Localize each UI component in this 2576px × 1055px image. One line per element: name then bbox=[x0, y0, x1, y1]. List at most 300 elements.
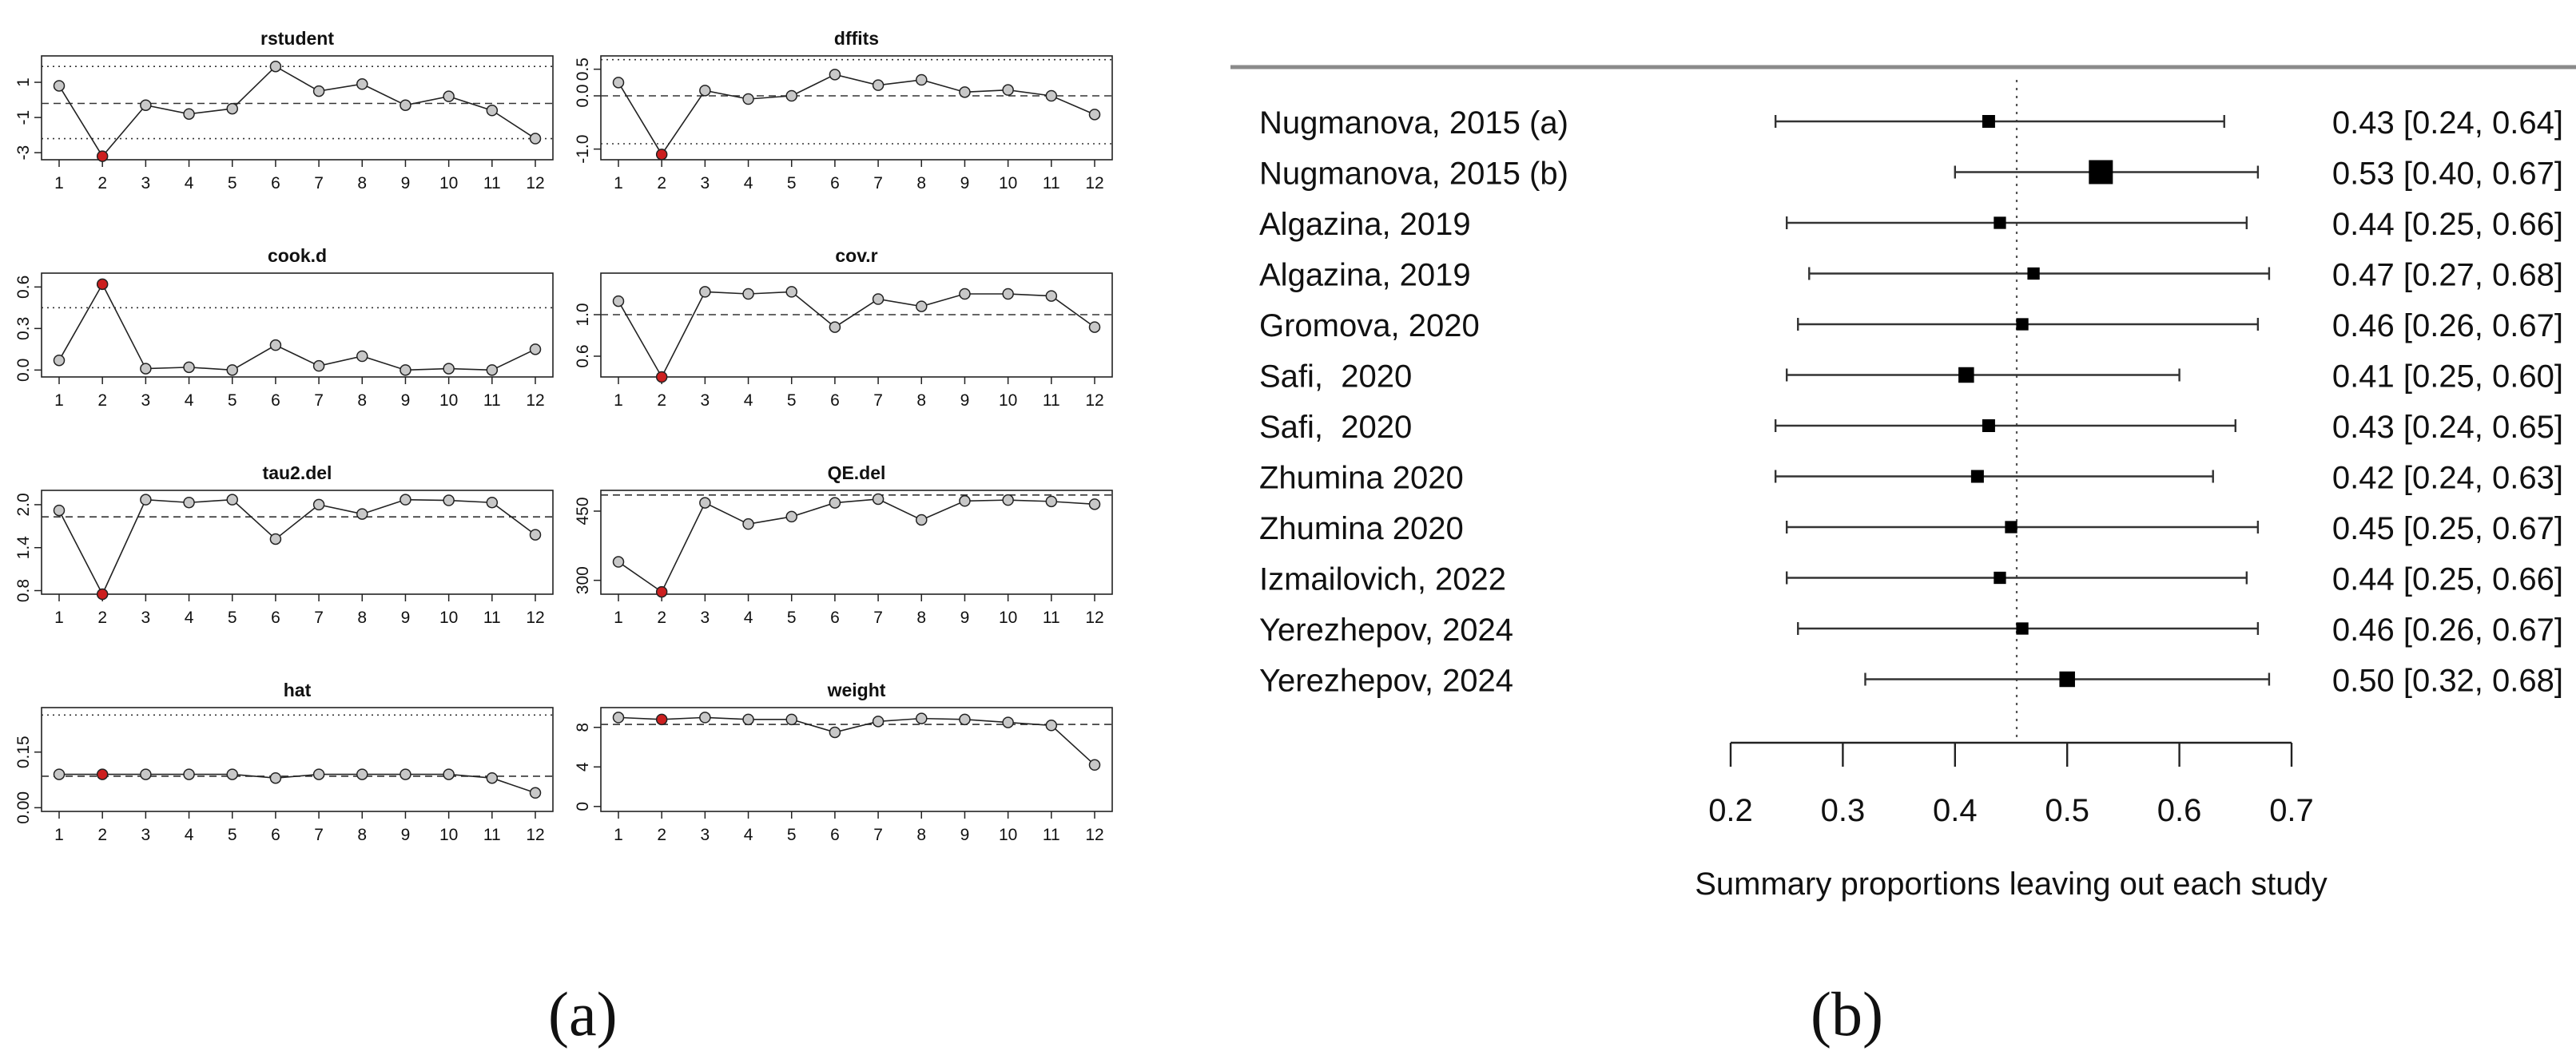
y-tick-label: 0.6 bbox=[574, 344, 592, 368]
data-point bbox=[700, 85, 710, 96]
x-tick-label: 6 bbox=[271, 609, 280, 627]
estimate-text: 0.46 [0.26, 0.67] bbox=[2332, 613, 2563, 648]
data-point bbox=[54, 769, 65, 779]
point-estimate-square bbox=[2016, 622, 2028, 634]
point-estimate-square bbox=[2089, 161, 2113, 184]
point-estimate-square bbox=[1994, 572, 2006, 584]
x-tick-label: 3 bbox=[141, 174, 151, 192]
x-tick-label: 2 bbox=[97, 609, 108, 627]
x-tick-label: 1 bbox=[54, 174, 64, 192]
data-point bbox=[873, 80, 884, 90]
x-axis-tick-label: 0.2 bbox=[1708, 793, 1753, 828]
data-point bbox=[786, 91, 797, 101]
x-tick-label: 7 bbox=[873, 391, 883, 410]
data-point bbox=[270, 533, 280, 544]
data-point bbox=[443, 495, 454, 506]
estimate-text: 0.44 [0.25, 0.66] bbox=[2332, 207, 2563, 242]
data-point bbox=[1046, 291, 1056, 301]
estimate-text: 0.44 [0.25, 0.66] bbox=[2332, 561, 2563, 597]
influential-point bbox=[657, 149, 667, 160]
point-estimate-square bbox=[1971, 470, 1984, 483]
study-row bbox=[1259, 410, 2563, 445]
data-point bbox=[1090, 499, 1100, 510]
data-point bbox=[443, 91, 454, 101]
x-tick-label: 5 bbox=[227, 609, 237, 627]
study-label: Nugmanova, 2015 (a) bbox=[1259, 105, 1568, 141]
study-row bbox=[1259, 308, 2563, 343]
x-tick-label: 2 bbox=[657, 609, 667, 627]
point-estimate-square bbox=[2059, 672, 2075, 688]
data-point bbox=[487, 365, 497, 375]
x-tick-label: 12 bbox=[526, 609, 545, 627]
estimate-text: 0.41 [0.25, 0.60] bbox=[2332, 359, 2563, 395]
study-label: Algazina, 2019 bbox=[1259, 257, 1471, 293]
subplot-tau2-del bbox=[14, 462, 553, 627]
x-tick-label: 2 bbox=[657, 174, 667, 192]
study-row bbox=[1259, 511, 2563, 546]
data-point bbox=[357, 769, 368, 779]
x-tick-label: 10 bbox=[439, 174, 459, 192]
data-point bbox=[141, 363, 151, 374]
data-point bbox=[314, 499, 324, 510]
data-point bbox=[400, 365, 411, 375]
study-label: Nugmanova, 2015 (b) bbox=[1259, 156, 1568, 192]
x-tick-label: 9 bbox=[960, 174, 970, 192]
x-tick-label: 12 bbox=[1085, 826, 1104, 844]
x-tick-label: 5 bbox=[786, 174, 797, 192]
x-tick-label: 2 bbox=[97, 391, 108, 410]
y-tick-label: 0.6 bbox=[14, 275, 33, 299]
subplot-title: cov.r bbox=[835, 245, 878, 266]
x-tick-label: 8 bbox=[916, 391, 927, 410]
study-label: Algazina, 2019 bbox=[1259, 207, 1471, 242]
data-point bbox=[743, 94, 753, 105]
data-point bbox=[829, 69, 840, 80]
data-point bbox=[916, 301, 927, 311]
y-tick-label: -1 bbox=[14, 109, 33, 125]
caption-a: (a) bbox=[548, 979, 618, 1049]
x-tick-label: 5 bbox=[786, 826, 797, 844]
data-point bbox=[400, 100, 411, 110]
x-tick-label: 5 bbox=[227, 826, 237, 844]
x-tick-label: 4 bbox=[743, 826, 753, 844]
x-tick-label: 7 bbox=[873, 826, 883, 844]
data-point bbox=[443, 363, 454, 374]
x-tick-label: 8 bbox=[916, 174, 927, 192]
study-row bbox=[1259, 207, 2563, 242]
influential-point bbox=[657, 372, 667, 383]
x-tick-label: 8 bbox=[916, 826, 927, 844]
data-point bbox=[743, 519, 753, 529]
estimate-text: 0.50 [0.32, 0.68] bbox=[2332, 663, 2563, 699]
plot-frame bbox=[42, 708, 553, 811]
estimate-text: 0.47 [0.27, 0.68] bbox=[2332, 257, 2563, 293]
subplot-title: dffits bbox=[833, 28, 880, 49]
x-axis-title: Summary proportions leaving out each study bbox=[1695, 867, 2328, 902]
x-tick-label: 6 bbox=[830, 174, 840, 192]
x-tick-label: 5 bbox=[786, 609, 797, 627]
data-point bbox=[786, 287, 797, 297]
point-estimate-square bbox=[2027, 268, 2039, 280]
y-tick-label: 300 bbox=[574, 566, 592, 595]
subplot-title: hat bbox=[283, 680, 312, 700]
x-tick-label: 2 bbox=[657, 826, 667, 844]
x-tick-label: 12 bbox=[1085, 391, 1104, 410]
x-tick-label: 4 bbox=[184, 391, 194, 410]
study-row bbox=[1259, 359, 2563, 395]
data-point bbox=[916, 514, 927, 525]
subplot-hat bbox=[14, 680, 553, 844]
estimate-text: 0.46 [0.26, 0.67] bbox=[2332, 308, 2563, 343]
estimate-text: 0.43 [0.24, 0.65] bbox=[2332, 410, 2563, 445]
y-tick-label: 0.5 bbox=[574, 58, 592, 81]
data-point bbox=[1090, 760, 1100, 770]
study-label: Zhumina 2020 bbox=[1259, 460, 1464, 496]
x-tick-label: 4 bbox=[184, 609, 194, 627]
estimate-text: 0.53 [0.40, 0.67] bbox=[2332, 156, 2563, 192]
data-point bbox=[400, 494, 411, 505]
data-point bbox=[786, 511, 797, 522]
caption-b: (b) bbox=[1811, 979, 1883, 1049]
x-tick-label: 12 bbox=[526, 391, 545, 410]
x-tick-label: 5 bbox=[227, 391, 237, 410]
data-point bbox=[227, 769, 237, 779]
data-point bbox=[270, 61, 280, 72]
x-tick-label: 11 bbox=[483, 826, 501, 844]
x-tick-label: 7 bbox=[873, 609, 883, 627]
data-point bbox=[357, 509, 368, 519]
study-label: Izmailovich, 2022 bbox=[1259, 561, 1507, 597]
x-tick-label: 3 bbox=[141, 391, 151, 410]
data-point bbox=[270, 340, 280, 351]
x-tick-label: 9 bbox=[400, 391, 411, 410]
x-tick-label: 5 bbox=[786, 391, 797, 410]
point-estimate-square bbox=[1982, 115, 1995, 128]
y-tick-label: 1.4 bbox=[14, 536, 33, 560]
data-point bbox=[1003, 495, 1013, 506]
point-estimate-square bbox=[1958, 367, 1974, 383]
x-axis-tick-label: 0.3 bbox=[1820, 793, 1866, 828]
data-point bbox=[487, 498, 497, 508]
subplot-weight bbox=[574, 680, 1112, 844]
y-tick-label: 1 bbox=[14, 77, 33, 87]
study-row bbox=[1259, 562, 2563, 597]
x-tick-label: 9 bbox=[960, 826, 970, 844]
data-point bbox=[227, 494, 237, 505]
x-tick-label: 1 bbox=[614, 826, 623, 844]
series-line bbox=[59, 775, 535, 793]
data-point bbox=[960, 714, 970, 724]
x-tick-label: 9 bbox=[960, 609, 970, 627]
study-label: Safi, 2020 bbox=[1259, 410, 1413, 445]
influential-point bbox=[657, 587, 667, 597]
data-point bbox=[227, 365, 237, 375]
x-tick-label: 11 bbox=[483, 609, 501, 627]
x-tick-label: 1 bbox=[54, 609, 64, 627]
x-tick-label: 1 bbox=[614, 174, 623, 192]
x-tick-label: 3 bbox=[700, 826, 710, 844]
data-point bbox=[227, 104, 237, 114]
x-tick-label: 6 bbox=[830, 609, 840, 627]
y-tick-label: 0.00 bbox=[14, 791, 33, 824]
y-tick-label: 0.8 bbox=[14, 578, 33, 603]
study-row bbox=[1259, 461, 2563, 496]
subplot-rstudent bbox=[14, 28, 553, 192]
data-point bbox=[184, 498, 194, 508]
x-axis-tick-label: 0.7 bbox=[2269, 793, 2314, 828]
x-tick-label: 4 bbox=[184, 826, 194, 844]
data-point bbox=[614, 77, 624, 88]
y-tick-label: 2.0 bbox=[14, 493, 33, 517]
subplot-title: rstudent bbox=[260, 28, 334, 49]
plot-frame bbox=[601, 708, 1112, 811]
data-point bbox=[184, 769, 194, 779]
influential-point bbox=[97, 589, 108, 600]
x-tick-label: 11 bbox=[483, 174, 501, 192]
subplot-title: QE.del bbox=[827, 462, 886, 483]
x-tick-label: 11 bbox=[1042, 391, 1060, 410]
x-tick-label: 10 bbox=[439, 609, 459, 627]
data-point bbox=[1090, 322, 1100, 332]
x-tick-label: 6 bbox=[830, 826, 840, 844]
data-point bbox=[531, 344, 541, 355]
x-tick-label: 12 bbox=[526, 174, 545, 192]
x-tick-label: 12 bbox=[1085, 609, 1104, 627]
data-point bbox=[960, 496, 970, 506]
series-line bbox=[59, 66, 535, 156]
data-point bbox=[1003, 289, 1013, 299]
panel-b-forest-plot bbox=[1230, 0, 2576, 1055]
data-point bbox=[443, 769, 454, 779]
x-tick-label: 1 bbox=[54, 826, 64, 844]
x-tick-label: 8 bbox=[357, 609, 368, 627]
data-point bbox=[614, 296, 624, 307]
y-tick-label: 4 bbox=[574, 762, 592, 772]
subplot-QE-del bbox=[574, 462, 1112, 627]
x-tick-label: 10 bbox=[439, 826, 459, 844]
plot-frame bbox=[601, 56, 1112, 160]
data-point bbox=[873, 494, 884, 504]
x-tick-label: 3 bbox=[141, 826, 151, 844]
x-axis-tick-label: 0.5 bbox=[2045, 793, 2090, 828]
study-row bbox=[1259, 664, 2563, 699]
study-label: Yerezhepov, 2024 bbox=[1259, 613, 1514, 648]
x-tick-label: 6 bbox=[830, 391, 840, 410]
subplot-title: cook.d bbox=[267, 245, 328, 266]
subplot-title: weight bbox=[827, 680, 886, 700]
data-point bbox=[314, 86, 324, 97]
x-tick-label: 9 bbox=[400, 174, 411, 192]
x-tick-label: 3 bbox=[700, 609, 710, 627]
x-axis-tick-label: 0.6 bbox=[2157, 793, 2202, 828]
data-point bbox=[357, 351, 368, 362]
x-tick-label: 6 bbox=[271, 174, 280, 192]
x-tick-label: 9 bbox=[400, 609, 411, 627]
x-tick-label: 11 bbox=[1042, 174, 1060, 192]
x-tick-label: 12 bbox=[1085, 174, 1104, 192]
plot-frame bbox=[42, 56, 553, 160]
data-point bbox=[700, 712, 710, 723]
study-label: Gromova, 2020 bbox=[1259, 308, 1480, 343]
x-tick-label: 7 bbox=[314, 174, 324, 192]
x-tick-label: 3 bbox=[141, 609, 151, 627]
subplot-cov-r bbox=[574, 245, 1112, 410]
x-tick-label: 8 bbox=[357, 174, 368, 192]
x-tick-label: 10 bbox=[998, 826, 1018, 844]
x-tick-label: 9 bbox=[960, 391, 970, 410]
x-tick-label: 7 bbox=[873, 174, 883, 192]
x-tick-label: 6 bbox=[271, 391, 280, 410]
x-tick-label: 4 bbox=[743, 391, 753, 410]
x-tick-label: 10 bbox=[998, 391, 1018, 410]
data-point bbox=[614, 712, 624, 723]
series-line bbox=[618, 499, 1095, 592]
x-tick-label: 1 bbox=[614, 391, 623, 410]
point-estimate-square bbox=[1982, 419, 1995, 432]
x-tick-label: 8 bbox=[357, 826, 368, 844]
x-tick-label: 11 bbox=[1042, 609, 1060, 627]
x-tick-label: 3 bbox=[700, 391, 710, 410]
data-point bbox=[314, 769, 324, 779]
data-point bbox=[916, 713, 927, 724]
y-tick-label: 0.3 bbox=[14, 316, 33, 340]
x-tick-label: 2 bbox=[657, 391, 667, 410]
data-point bbox=[141, 769, 151, 779]
data-point bbox=[141, 494, 151, 505]
study-row bbox=[1259, 613, 2563, 648]
subplot-cook-d bbox=[14, 245, 553, 410]
data-point bbox=[54, 506, 65, 516]
x-tick-label: 4 bbox=[184, 174, 194, 192]
data-point bbox=[531, 529, 541, 540]
x-tick-label: 10 bbox=[439, 391, 459, 410]
data-point bbox=[1090, 109, 1100, 120]
influential-point bbox=[657, 714, 667, 724]
point-estimate-square bbox=[2016, 318, 2028, 330]
x-tick-label: 8 bbox=[357, 391, 368, 410]
y-tick-label: 1.0 bbox=[574, 303, 592, 327]
data-point bbox=[960, 87, 970, 97]
plot-frame bbox=[42, 273, 553, 377]
data-point bbox=[531, 787, 541, 798]
data-point bbox=[184, 362, 194, 372]
data-point bbox=[873, 716, 884, 727]
study-row bbox=[1259, 157, 2563, 192]
data-point bbox=[487, 105, 497, 116]
y-tick-label: 0.0 bbox=[14, 358, 33, 382]
x-tick-label: 5 bbox=[227, 174, 237, 192]
plot-frame bbox=[601, 490, 1112, 594]
data-point bbox=[54, 81, 65, 91]
x-axis-tick-label: 0.4 bbox=[1932, 793, 1978, 828]
x-tick-label: 12 bbox=[526, 826, 545, 844]
x-tick-label: 10 bbox=[998, 174, 1018, 192]
data-point bbox=[614, 557, 624, 567]
x-tick-label: 2 bbox=[97, 174, 108, 192]
influential-point bbox=[97, 279, 108, 289]
x-tick-label: 4 bbox=[743, 174, 753, 192]
data-point bbox=[1046, 720, 1056, 731]
y-tick-label: -1.0 bbox=[574, 134, 592, 164]
data-point bbox=[141, 100, 151, 110]
x-tick-label: 7 bbox=[314, 391, 324, 410]
series-line bbox=[618, 292, 1095, 377]
plot-frame bbox=[42, 490, 553, 594]
study-label: Yerezhepov, 2024 bbox=[1259, 663, 1514, 699]
study-label: Zhumina 2020 bbox=[1259, 511, 1464, 546]
point-estimate-square bbox=[1994, 216, 2006, 228]
subplot-dffits bbox=[574, 28, 1112, 192]
series-line bbox=[59, 284, 535, 370]
data-point bbox=[700, 498, 710, 508]
data-point bbox=[743, 714, 753, 724]
x-tick-label: 10 bbox=[998, 609, 1018, 627]
x-tick-label: 11 bbox=[483, 391, 501, 410]
data-point bbox=[531, 133, 541, 144]
x-tick-label: 3 bbox=[700, 174, 710, 192]
estimate-text: 0.42 [0.24, 0.63] bbox=[2332, 460, 2563, 496]
x-tick-label: 7 bbox=[314, 609, 324, 627]
study-label: Safi, 2020 bbox=[1259, 359, 1413, 395]
data-point bbox=[357, 79, 368, 89]
influential-point bbox=[97, 769, 108, 779]
panel-a-influence-plots bbox=[0, 0, 1230, 1055]
data-point bbox=[1046, 91, 1056, 101]
data-point bbox=[314, 361, 324, 371]
y-tick-label: 0.0 bbox=[574, 84, 592, 108]
data-point bbox=[786, 714, 797, 724]
x-tick-label: 8 bbox=[916, 609, 927, 627]
data-point bbox=[960, 289, 970, 299]
data-point bbox=[487, 773, 497, 783]
y-tick-label: 0.15 bbox=[14, 736, 33, 769]
x-tick-label: 4 bbox=[743, 609, 753, 627]
y-tick-label: 0 bbox=[574, 801, 592, 811]
data-point bbox=[873, 294, 884, 304]
data-point bbox=[1003, 717, 1013, 728]
data-point bbox=[700, 287, 710, 297]
study-row bbox=[1259, 258, 2563, 293]
x-tick-label: 6 bbox=[271, 826, 280, 844]
data-point bbox=[916, 75, 927, 85]
estimate-text: 0.43 [0.24, 0.64] bbox=[2332, 105, 2563, 141]
data-point bbox=[184, 109, 194, 119]
series-line bbox=[618, 74, 1095, 154]
x-tick-label: 1 bbox=[54, 391, 64, 410]
plot-frame bbox=[601, 273, 1112, 377]
x-tick-label: 1 bbox=[614, 609, 623, 627]
x-tick-label: 2 bbox=[97, 826, 108, 844]
data-point bbox=[54, 355, 65, 366]
point-estimate-square bbox=[2005, 521, 2017, 533]
data-point bbox=[270, 773, 280, 783]
data-point bbox=[400, 769, 411, 779]
x-tick-label: 11 bbox=[1042, 826, 1060, 844]
y-tick-label: 450 bbox=[574, 497, 592, 526]
y-tick-label: 8 bbox=[574, 722, 592, 732]
influential-point bbox=[97, 151, 108, 161]
y-tick-label: -3 bbox=[14, 145, 33, 161]
data-point bbox=[1003, 85, 1013, 95]
estimate-text: 0.45 [0.25, 0.67] bbox=[2332, 511, 2563, 546]
subplot-title: tau2.del bbox=[262, 462, 332, 483]
data-point bbox=[829, 322, 840, 332]
data-point bbox=[829, 498, 840, 508]
x-tick-label: 9 bbox=[400, 826, 411, 844]
x-tick-label: 7 bbox=[314, 826, 324, 844]
data-point bbox=[829, 727, 840, 737]
series-line bbox=[59, 500, 535, 594]
